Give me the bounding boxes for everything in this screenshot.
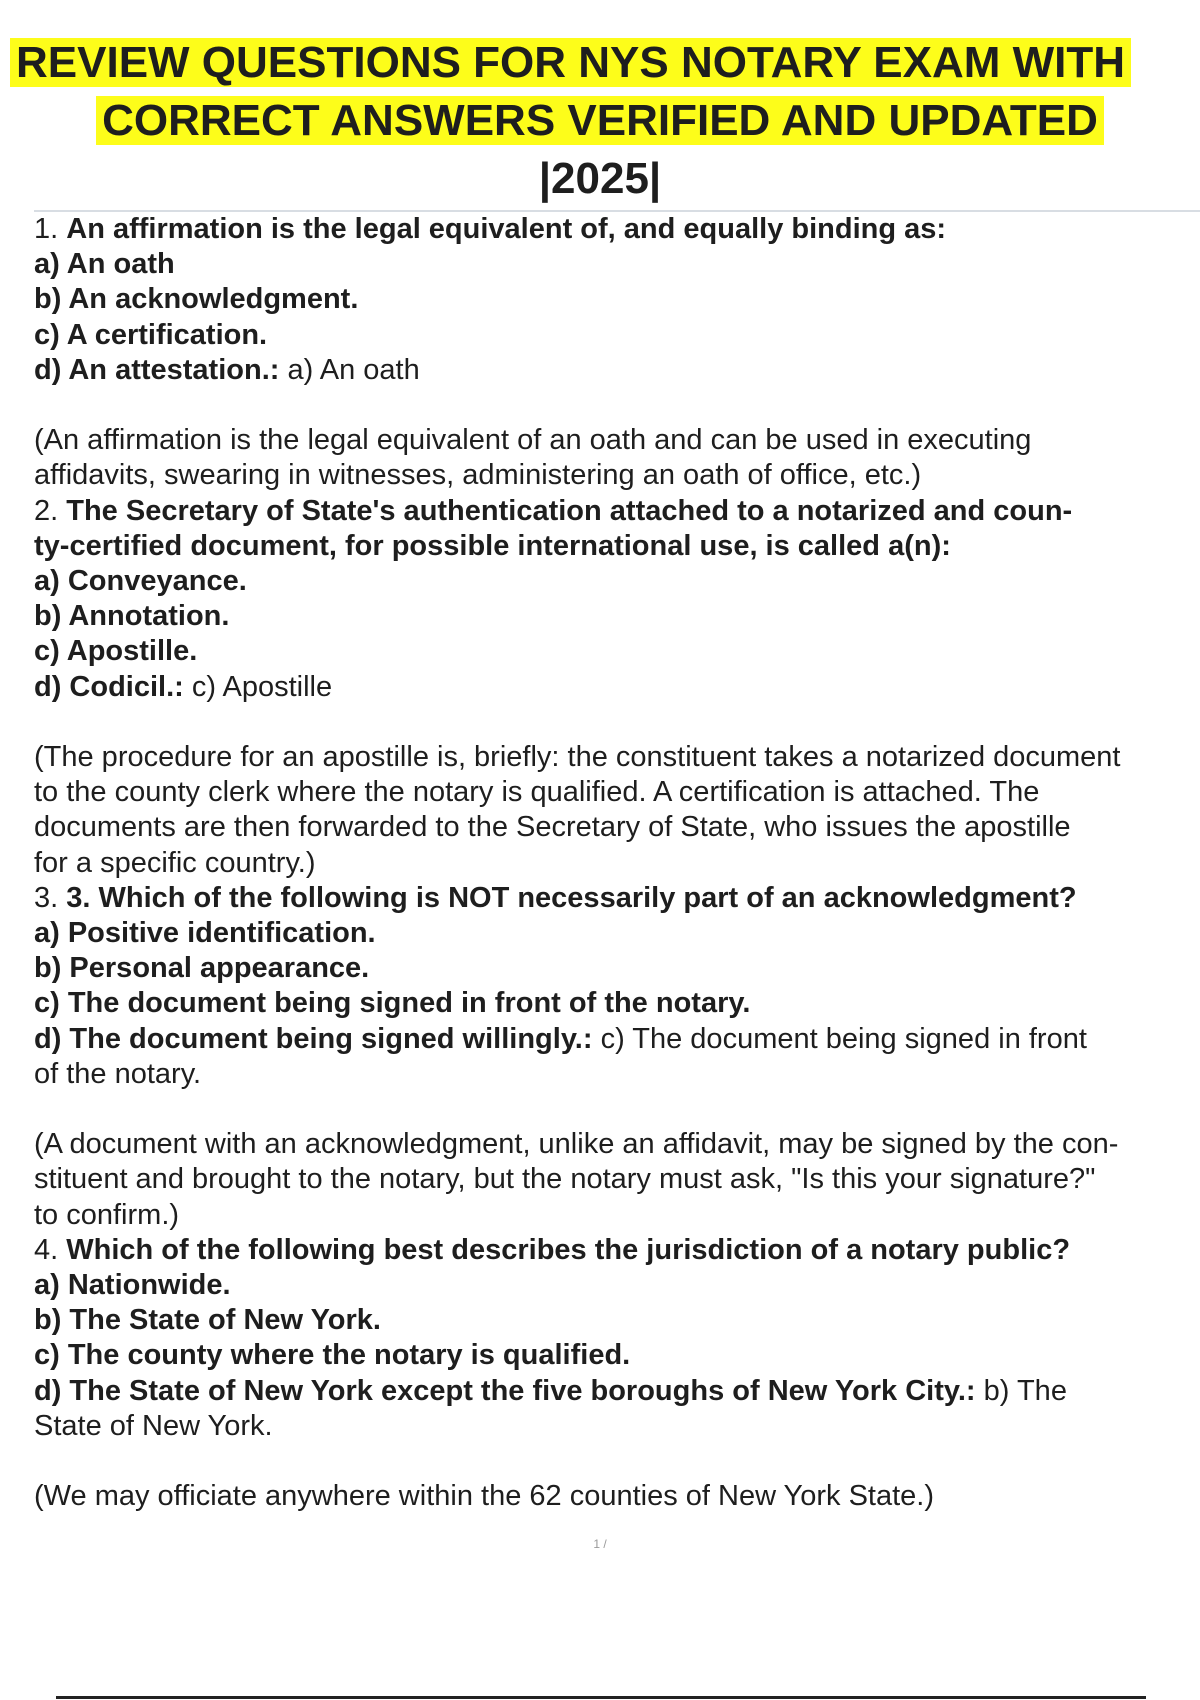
option-c: c) The county where the notary is qualified. [34,1339,631,1372]
explanation-line: (We may officiate anywhere within the 62 counties of New York State.) [34,1480,935,1513]
page-number: 1 / [593,1537,607,1551]
explanation-line: documents are then forwarded to the Secretary of State, who issues the apostille [34,811,1071,844]
option-a: a) Nationwide. [34,1269,231,1302]
option-c: c) The document being signed in front of the notary. [34,987,751,1020]
question-stem-cont: ty-certified document, for possible international use, is called a(n): [34,529,951,562]
spacer [34,388,1194,423]
option-c: c) Apostille. [34,635,198,668]
explanation-line: to the county clerk where the notary is qualified. A certification is attached. The [34,776,1040,809]
document-title [0,34,1200,208]
explanation-line: stituent and brought to the notary, but the notary must ask, "Is this your signature?" [34,1163,1096,1196]
option-a: a) Conveyance. [34,565,247,598]
option-d-with-answer: d) The State of New York except the five boroughs of New York City.: b) The [34,1374,1067,1407]
option-a: a) Positive identification. [34,917,376,950]
answer-text: c) Apostille [183,670,333,703]
question-stem: 4. Which of the following best describes the jurisdiction of a notary public? [34,1233,1071,1266]
answer-text-cont: of the notary. [34,1057,202,1090]
question-stem: 2. The Secretary of State's authentication attached to a notarized and coun- [34,494,1073,527]
question-3 [34,881,1194,1233]
answer-text: c) The document being signed in front [592,1022,1087,1055]
option-d-with-answer: d) Codicil.: c) Apostille [34,670,333,703]
option-b: b) Personal appearance. [34,952,370,985]
option-d-with-answer: d) The document being signed willingly.: c) The document being signed in front [34,1022,1087,1055]
explanation-line: (A document with an acknowledgment, unlike an affidavit, may be signed by the con- [34,1128,1119,1161]
bottom-divider [56,1696,1146,1699]
question-stem: 1. An affirmation is the legal equivalent of, and equally binding as: [34,213,947,245]
question-1 [34,212,1194,494]
question-4 [34,1233,1194,1515]
option-b: b) Annotation. [34,600,230,633]
questions-body [34,212,1194,1514]
title-line-3: |2025| [538,154,662,203]
title-line-1: REVIEW QUESTIONS FOR NYS NOTARY EXAM WITH [0,34,1200,92]
question-stem: 3. 3. Which of the following is NOT necessarily part of an acknowledgment? [34,881,1077,914]
spacer [34,1092,1194,1127]
answer-text-cont: State of New York. [34,1409,273,1442]
answer-text: a) An oath [279,353,420,386]
explanation-line: affidavits, swearing in witnesses, administering an oath of office, etc.) [34,459,922,492]
option-b: b) The State of New York. [34,1304,381,1337]
option-a: a) An oath [34,248,175,281]
question-2 [34,494,1194,881]
option-b: b) An acknowledgment. [34,283,359,316]
option-d-with-answer: d) An attestation.: a) An oath [34,353,420,386]
explanation-line: to confirm.) [34,1198,180,1231]
option-c: c) A certification. [34,318,268,351]
spacer [34,705,1194,740]
explanation-line: (The procedure for an apostille is, briefly: the constituent takes a notarized document [34,741,1121,774]
title-line-2: CORRECT ANSWERS VERIFIED AND UPDATED [0,92,1200,150]
answer-text: b) The [975,1374,1067,1407]
explanation-line: for a specific country.) [34,846,316,879]
spacer [34,1444,1194,1479]
explanation-line: (An affirmation is the legal equivalent of an oath and can be used in executing [34,424,1032,457]
